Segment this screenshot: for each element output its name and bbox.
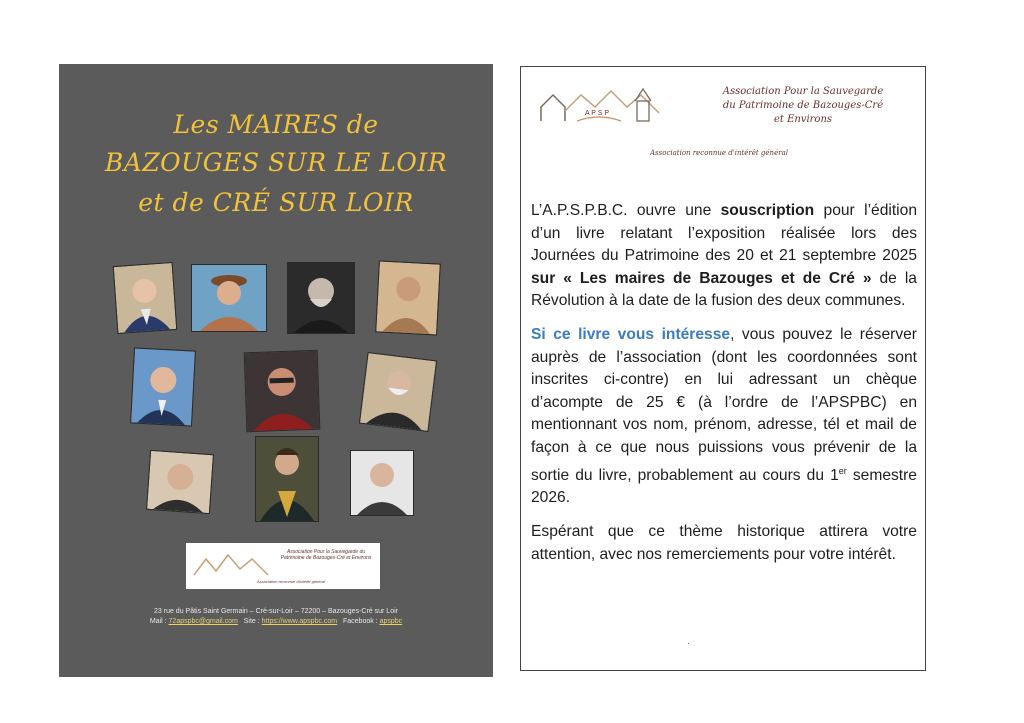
mail-label: Mail : bbox=[149, 618, 169, 625]
association-name-line-1: Association Pour la Sauvegarde bbox=[722, 86, 884, 97]
logo-text: A P S P bbox=[585, 110, 609, 117]
village-logo-icon bbox=[537, 77, 663, 127]
flyer-address: 23 rue du Pâtis Saint Germain – Cré-sur-Loir – 72200 – Bazouges-Cré sur Loir bbox=[154, 608, 398, 615]
flyer-poster bbox=[59, 64, 493, 677]
paragraph-subscription: L’A.P.S.P.B.C. ouvre une souscription pour l’édition d’un livre relatant l’exposition réalisée lors des Journées du Patrimoine des 20 et 21 septembre 2025 sur « Les maires de Bazouges et de Cré » de la Révolution à la date de la fusion des deux communes. bbox=[531, 202, 917, 310]
flyer-title-line-1: Les MAIRES de bbox=[173, 110, 379, 139]
mail-link[interactable]: 72apspbc@gmail.com bbox=[168, 618, 238, 625]
site-label: Site : bbox=[243, 618, 262, 625]
association-recognition: Association reconnue d'intérêt général bbox=[650, 149, 788, 157]
scan-dot: · bbox=[687, 639, 690, 648]
paragraph-reservation: Si ce livre vous intéresse, vous pouvez le réserver auprès de l’association (dont les coordonnées sont inscrites ci-contre) en lui adressant un chèque d’acompte de 25 € (à l’ordre de l’APSPBC) en mentionnant vos nom, prénom, adresse, tél et mail de façon à ce que nous puissions vous prévenir de la sortie du livre, probablement au cours du 1er semestre 2026. bbox=[531, 325, 917, 507]
flyer-title-line-3: et de CRÉ SUR LOIR bbox=[138, 188, 414, 217]
facebook-label: Facebook : bbox=[342, 618, 380, 625]
facebook-link[interactable]: apspbc bbox=[379, 618, 403, 625]
mayor-portrait bbox=[113, 262, 178, 334]
mayor-portrait bbox=[255, 436, 319, 522]
mayor-portrait bbox=[130, 347, 196, 426]
association-name bbox=[695, 85, 911, 127]
subscription-text bbox=[531, 200, 917, 566]
flyer-contact bbox=[59, 618, 493, 625]
mayor-portrait bbox=[191, 264, 267, 332]
logo-association-name: Association Pour la Sauvegarde du Patrimoine de Bazouges-Cré et Environs bbox=[280, 549, 372, 561]
mayor-portrait bbox=[350, 450, 414, 516]
logo-recognition: Association reconnue d'intérêt général bbox=[257, 579, 325, 584]
mayor-portrait bbox=[375, 260, 441, 335]
village-logo-icon bbox=[192, 549, 272, 579]
association-logo-card bbox=[186, 543, 380, 589]
site-link[interactable]: https://www.apspbc.com bbox=[261, 618, 338, 625]
mayor-portrait bbox=[287, 262, 355, 334]
mayor-portrait bbox=[359, 352, 437, 432]
mayor-portrait bbox=[146, 450, 214, 514]
association-name-line-3: et Environs bbox=[773, 114, 833, 125]
mayor-portrait bbox=[244, 350, 321, 433]
flyer-title-line-2: BAZOUGES SUR LE LOIR bbox=[104, 148, 448, 177]
paragraph-closing: Espérant que ce thème historique attirera votre attention, avec nos remerciements pour votre intérêt. bbox=[531, 522, 917, 563]
subscription-panel bbox=[520, 66, 926, 671]
association-name-line-2: du Patrimoine de Bazouges-Cré bbox=[722, 100, 884, 111]
